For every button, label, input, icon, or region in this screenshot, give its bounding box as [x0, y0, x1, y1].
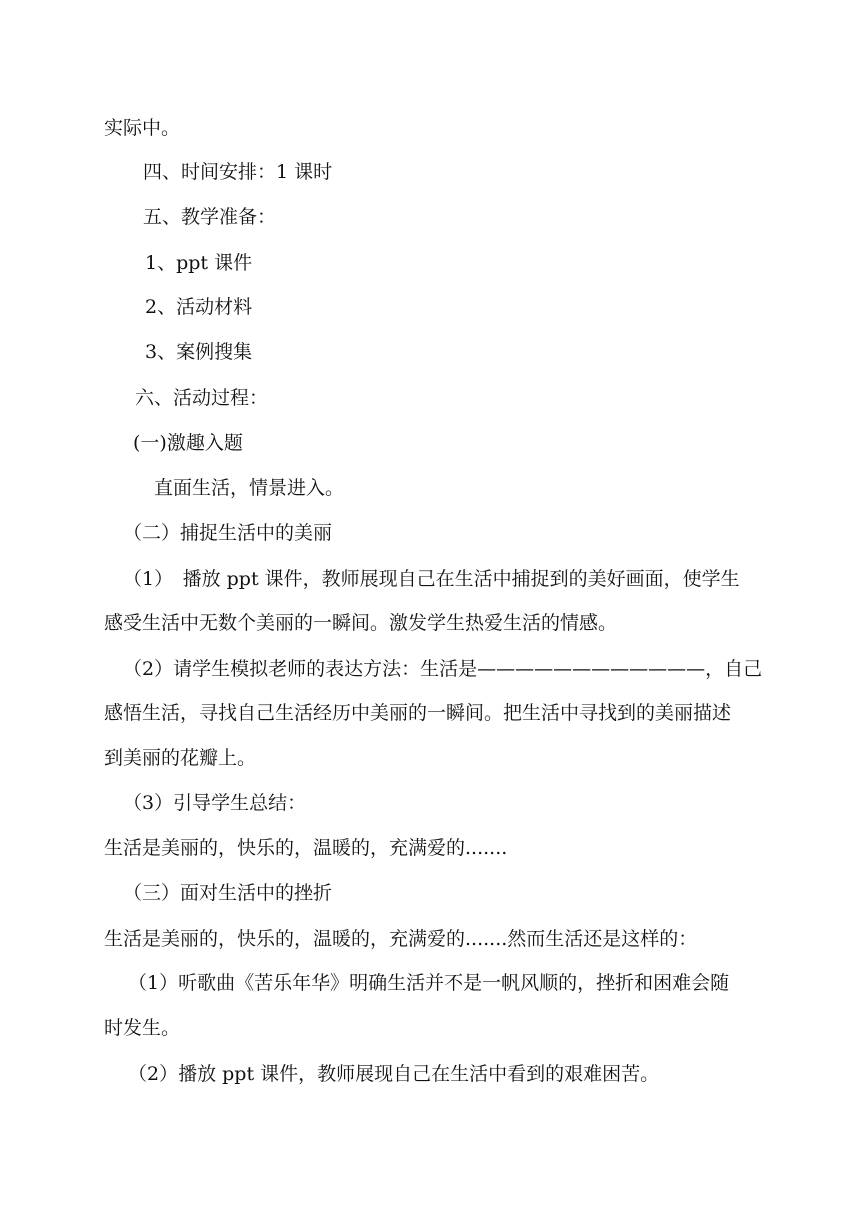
paragraph-line: 时发生。	[104, 1017, 181, 1039]
subsection-heading: (一)激趣入题	[133, 432, 243, 454]
paragraph-line: 生活是美丽的，快乐的，温暖的，充满爱的.......然而生活还是这样的：	[104, 928, 698, 950]
paragraph-line: （3）引导学生总结：	[123, 792, 307, 814]
list-item: 1、ppt 课件	[145, 252, 253, 274]
text-line: 直面生活，情景进入。	[154, 477, 345, 499]
paragraph-line: 感悟生活，寻找自己生活经历中美丽的一瞬间。把生活中寻找到的美丽描述	[104, 702, 732, 724]
paragraph-line: （1） 播放 ppt 课件，教师展现自己在生活中捕捉到的美好画面，使学生	[123, 568, 740, 590]
subsection-heading: （三）面对生活中的挫折	[123, 882, 333, 904]
paragraph-line: （1）听歌曲《苦乐年华》明确生活并不是一帆风顺的，挫折和困难会随	[128, 972, 730, 994]
section-heading-preparation: 五、教学准备：	[143, 206, 277, 228]
paragraph-line: （2）播放 ppt 课件，教师展现自己在生活中看到的艰难困苦。	[128, 1063, 660, 1085]
paragraph-line: （2）请学生模拟老师的表达方法：生活是————————————，自己	[123, 658, 763, 680]
section-heading-process: 六、活动过程：	[135, 387, 269, 409]
paragraph-line: 生活是美丽的，快乐的，温暖的，充满爱的.......	[104, 837, 508, 859]
paragraph-line: 感受生活中无数个美丽的一瞬间。激发学生热爱生活的情感。	[104, 612, 618, 634]
text-line: 实际中。	[104, 117, 181, 139]
paragraph-line: 到美丽的花瓣上。	[104, 747, 257, 769]
subsection-heading: （二）捕捉生活中的美丽	[123, 522, 333, 544]
list-item: 2、活动材料	[145, 296, 253, 318]
section-heading-schedule: 四、时间安排：1 课时	[143, 161, 333, 183]
list-item: 3、案例搜集	[145, 341, 253, 363]
